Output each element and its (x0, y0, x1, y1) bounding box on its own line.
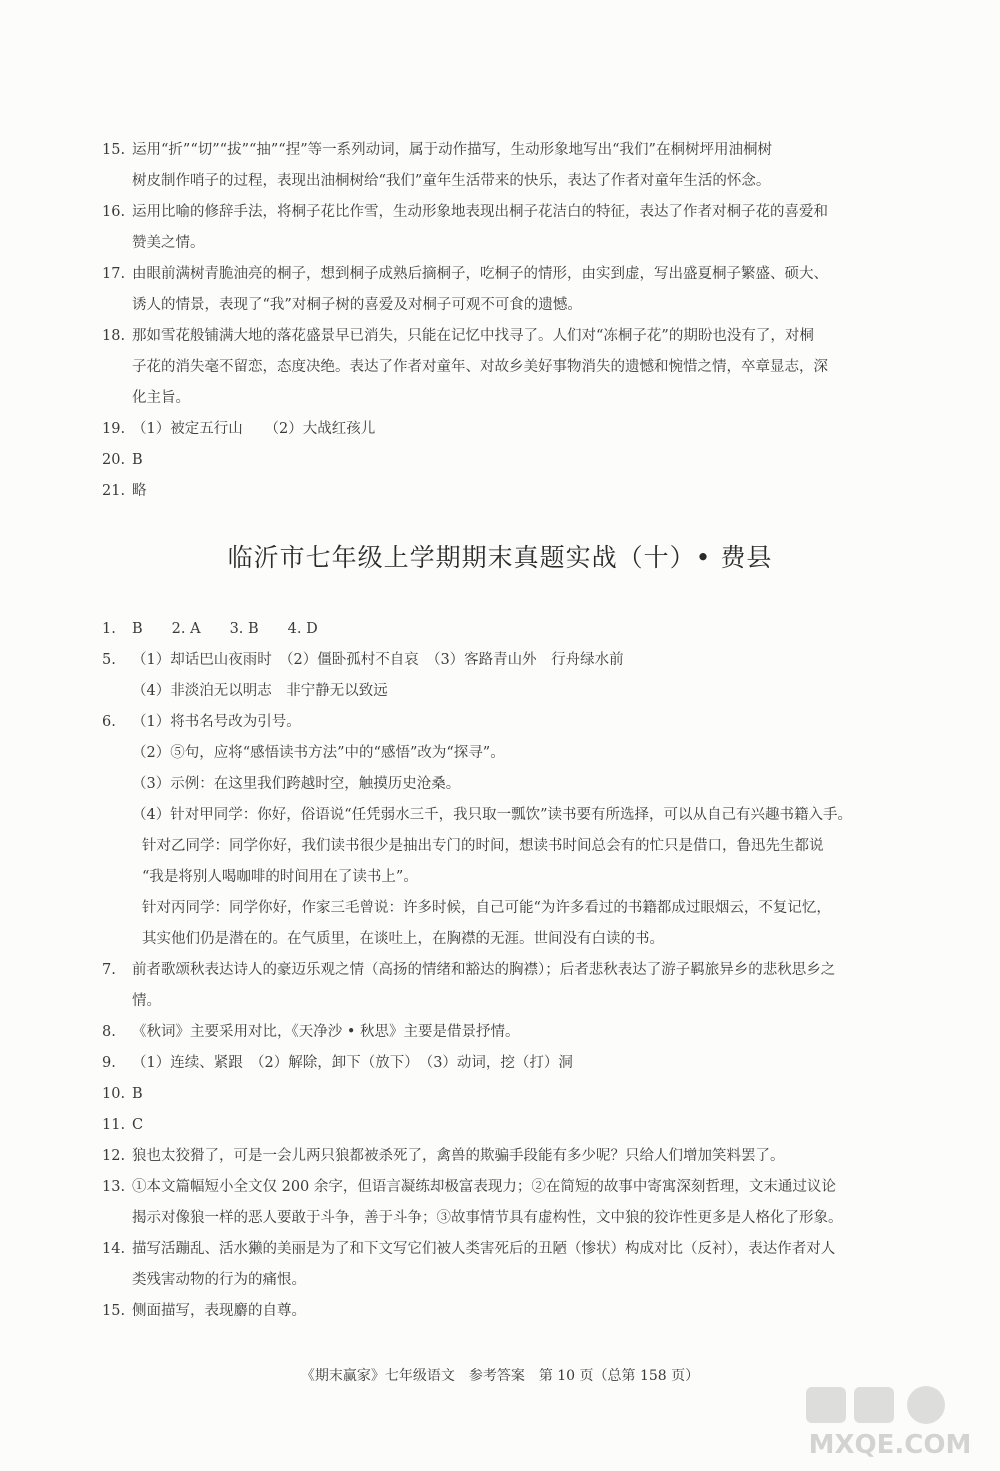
answer-line (102, 414, 892, 445)
answer-text: （1）却话巴山夜雨时 （2）僵卧孤村不自哀 （3）客路青山外 行舟绿水前 (132, 652, 624, 668)
answer-text: 化主旨。 (132, 390, 190, 406)
question-number: 19. (102, 421, 126, 437)
question-number: 1. (102, 621, 116, 637)
answer-line (102, 1234, 892, 1265)
answer-text: （4）非淡泊无以明志 非宁静无以致远 (132, 683, 388, 699)
question-number: 16. (102, 204, 126, 220)
answer-text: 《秋词》主要采用对比，《天净沙 • 秋思》主要是借景抒情。 (132, 1024, 520, 1040)
answer-text: 针对乙同学：同学你好，我们读书很少是抽出专门的时间，想读书时间总会有的忙只是借口，鲁迅先生都说 (142, 838, 824, 854)
answer-line (102, 383, 892, 414)
question-number: 10. (102, 1086, 126, 1102)
question-number: 9. (102, 1055, 116, 1071)
answer-line (102, 614, 892, 645)
answer-text: 略 (132, 483, 147, 499)
answer-line (102, 476, 892, 507)
answer-text: 运用比喻的修辞手法，将桐子花比作雪，生动形象地表现出桐子花洁白的特征，表达了作者对桐子花的喜爱和 (132, 204, 828, 220)
answer-text: 类残害动物的行为的痛恨。 (132, 1272, 306, 1288)
answer-line (102, 831, 892, 862)
answer-line (102, 738, 892, 769)
answer-text: 由眼前满树青脆油亮的桐子，想到桐子成熟后摘桐子，吃桐子的情形，由实到虚，写出盛夏桐子繁盛、硕大、 (132, 266, 828, 282)
answer-line (102, 290, 892, 321)
answer-text: 侧面描写，表现麝的自尊。 (132, 1303, 306, 1319)
watermark-logo (786, 1381, 986, 1461)
answer-line (102, 800, 892, 831)
answer-line (102, 352, 892, 383)
answer-line (102, 769, 892, 800)
answer-line (102, 228, 892, 259)
question-number: 18. (102, 328, 126, 344)
answer-line (102, 1203, 892, 1234)
answer-text: 前者歌颂秋表达诗人的豪迈乐观之情（高扬的情绪和豁达的胸襟）；后者悲秋表达了游子羁旅异乡的悲秋思乡之 (132, 962, 836, 978)
answer-line (102, 986, 892, 1017)
answer-line (102, 707, 892, 738)
answer-text: B (132, 1086, 143, 1102)
answer-line (102, 1110, 892, 1141)
answer-text: 赞美之情。 (132, 235, 205, 251)
answer-line (102, 676, 892, 707)
answer-text: （4）针对甲同学：你好，俗语说“任凭弱水三千，我只取一瓢饮”读书要有所选择，可以从自己有兴趣书籍入手。 (132, 807, 853, 823)
answer-line (102, 321, 892, 352)
answer-line (102, 197, 892, 228)
question-number: 11. (102, 1117, 126, 1133)
question-number: 17. (102, 266, 126, 282)
question-number: 8. (102, 1024, 116, 1040)
answer-text: （3）示例：在这里我们跨越时空，触摸历史沧桑。 (132, 776, 461, 792)
answer-text: B (132, 452, 143, 468)
answer-text: 诱人的情景，表现了“我”对桐子树的喜爱及对桐子可观不可食的遗憾。 (132, 297, 582, 313)
answer-text: （1）将书名号改为引号。 (132, 714, 301, 730)
answer-text: 情。 (132, 993, 161, 1009)
answers-part-2 (102, 614, 892, 1327)
answer-text: 树皮制作哨子的过程，表现出油桐树给“我们”童年生活带来的快乐，表达了作者对童年生活的怀念。 (132, 173, 771, 189)
answer-text: （1）连续、紧跟 （2）解除，卸下（放下） （3）动词，挖（打）洞 (132, 1055, 573, 1071)
answer-line (102, 1265, 892, 1296)
question-number: 15. (102, 1303, 126, 1319)
question-number: 20. (102, 452, 126, 468)
answer-text: 其实他们仍是潜在的。在气质里，在谈吐上，在胸襟的无涯。世间没有白读的书。 (142, 931, 664, 947)
answer-text: B 2. A 3. B 4. D (132, 621, 318, 637)
answer-line (102, 1172, 892, 1203)
answer-text: 狼也太狡猾了，可是一会儿两只狼都被杀死了，禽兽的欺骗手段能有多少呢？只给人们增加笑料罢了。 (132, 1148, 785, 1164)
answer-text: 描写活蹦乱、活水獭的美丽是为了和下文写它们被人类害死后的丑陋（惨状）构成对比（反衬），表达作者对人 (132, 1241, 836, 1257)
answer-text: 那如雪花般铺满大地的落花盛景早已消失，只能在记忆中找寻了。人们对“冻桐子花”的期盼也没有了，对桐 (132, 328, 814, 344)
answer-text: 运用“折”“切”“拔”“抽”“捏”等一系列动词，属于动作描写，生动形象地写出“我们”在桐树坪用油桐树 (132, 142, 772, 158)
answer-line (102, 135, 892, 166)
question-number: 21. (102, 483, 126, 499)
answer-text: （2）⑤句，应将“感悟读书方法”中的“感悟”改为“探寻”。 (132, 745, 505, 761)
watermark-text: MXQE.COM (808, 1430, 972, 1460)
question-number: 7. (102, 962, 116, 978)
answer-text: “我是将别人喝咖啡的时间用在了读书上”。 (142, 869, 418, 885)
answer-text: C (132, 1117, 144, 1133)
answer-line (102, 1296, 892, 1327)
answer-text: 子花的消失毫不留恋，态度决绝。表达了作者对童年、对故乡美好事物消失的遗憾和惋惜之情，卒章显志，深 (132, 359, 828, 375)
section-title: 临沂市七年级上学期期末真题实战（十）• 费县 (227, 543, 773, 572)
answer-text: （1）被定五行山 （2）大战红孩儿 (132, 421, 376, 437)
page-footer: 《期末赢家》七年级语文 参考答案 第 10 页（总第 158 页） (300, 1368, 700, 1384)
answer-line (102, 1079, 892, 1110)
answer-line (102, 924, 892, 955)
answer-line (102, 1017, 892, 1048)
question-number: 12. (102, 1148, 126, 1164)
question-number: 13. (102, 1179, 126, 1195)
answer-text: 揭示对像狼一样的恶人要敢于斗争，善于斗争；③故事情节具有虚构性，文中狼的狡诈性更多是人格化了形象。 (132, 1210, 843, 1226)
answer-line (102, 893, 892, 924)
answer-line (102, 445, 892, 476)
answer-line (102, 1048, 892, 1079)
question-number: 5. (102, 652, 116, 668)
answer-line (102, 259, 892, 290)
answer-line (102, 1141, 892, 1172)
answer-line (102, 955, 892, 986)
question-number: 14. (102, 1241, 126, 1257)
answer-text: 针对丙同学：同学你好，作家三毛曾说：许多时候，自己可能“为许多看过的书籍都成过眼烟云，不复记忆， (142, 900, 831, 916)
question-number: 15. (102, 142, 126, 158)
answer-line (102, 645, 892, 676)
answers-part-1 (102, 135, 892, 507)
question-number: 6. (102, 714, 116, 730)
answer-line (102, 862, 892, 893)
answer-text: ①本文篇幅短小全文仅 200 余字，但语言凝练却极富表现力；②在简短的故事中寄寓深刻哲理，文末通过议论 (132, 1179, 836, 1195)
answer-line (102, 166, 892, 197)
